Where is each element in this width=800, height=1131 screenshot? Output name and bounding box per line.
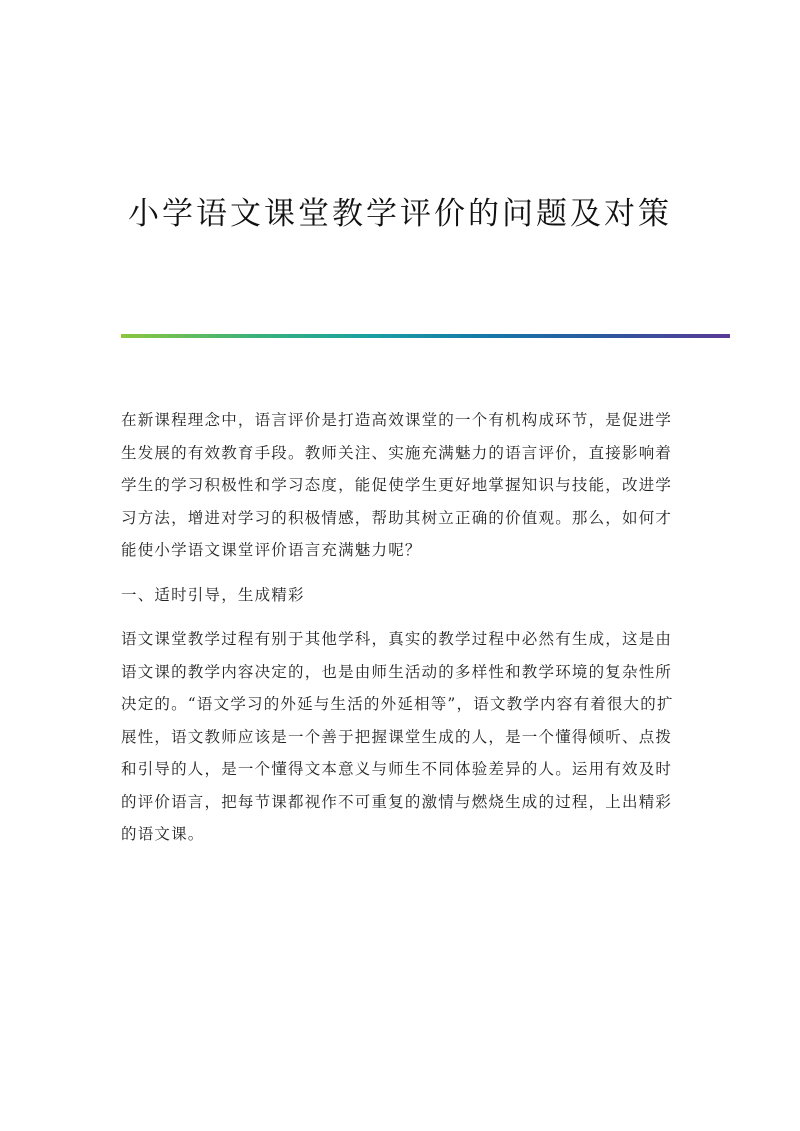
section-heading: 一、适时引导，生成精彩 xyxy=(121,585,305,604)
section-paragraph: 语文课堂教学过程有别于其他学科，真实的教学过程中必然有生成，这是由语文课的教学内容决定的，也是由师生活动的多样性和教学环境的复杂性所决定的。“语文学习的外延与生活的外延相等”，语文教学内容有着很大的扩展性，语文教师应该是一个善于把握课堂生成的人，是一个懂得倾听、点拨和引导的人，是一个懂得文本意义与师生不同体验差异的人。运用有效及时的评价语言，把每节课都视作不可重复的激情与燃烧生成的过程，上出精彩的语文课。 xyxy=(121,630,674,843)
document-body xyxy=(121,404,681,863)
intro-paragraph: 在新课程理念中，语言评价是打造高效课堂的一个有机构成环节，是促进学生发展的有效教育手段。教师关注、实施充满魅力的语言评价，直接影响着学生的学习积极性和学习态度，能促使学生更好地掌握知识与技能，改进学习方法，增进对学习的积极情感，帮助其树立正确的价值观。那么，如何才能使小学语文课堂评价语言充满魅力呢？ xyxy=(121,411,673,559)
title-divider xyxy=(121,334,730,338)
document-title: 小学语文课堂教学评价的问题及对策 xyxy=(128,196,672,232)
